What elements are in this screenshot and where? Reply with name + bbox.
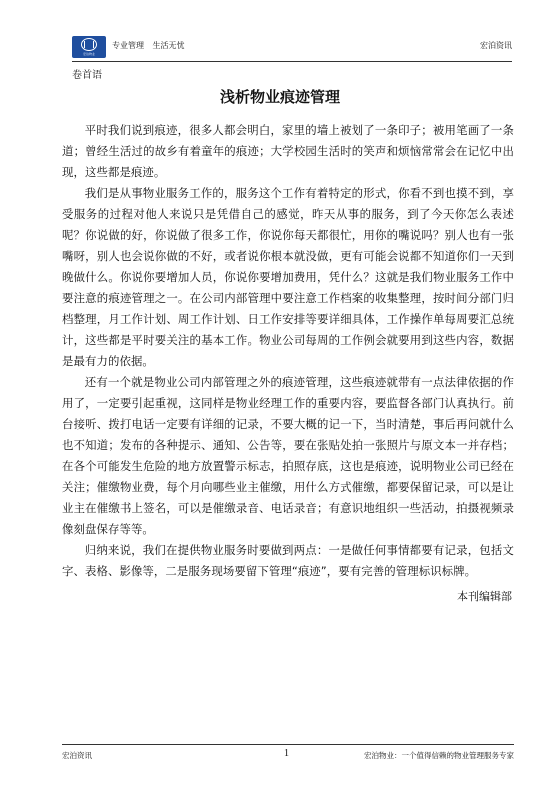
logo-mark-icon <box>84 41 94 48</box>
header-tagline <box>112 40 185 51</box>
article-title: 浅析物业痕迹管理 <box>219 88 340 106</box>
logo-text: 宏泊物业 <box>82 52 95 56</box>
paragraph: 归纳来说，我们在提供物业服务时要做到两点：一是做任何事情都要有记录，包括文字、表格、影像等，二是服务现场要留下管理“痕迹”，要有完善的管理标识标牌。 <box>62 543 514 578</box>
footer-slogan: 宏泊物业：一个值得信赖的物业管理服务专家 <box>364 751 514 760</box>
header-publication-name: 宏泊资讯 <box>480 41 512 50</box>
paragraph: 我们是从事物业服务工作的，服务这个工作有着特定的形式，你看不到也摸不到，享受服务的过程对他人来说只是凭借自己的感觉，昨天从事的服务，到了今天你怎么表述呢？你说做的好，你说做了很多工作，你说你每天都很忙，用你的嘴说吗？别人也有一张嘴呀，别人也会说你做的不好，或者说你根本就没做，更有可能会说都不知道你们一天到晚做什么。你说你要增加人员，你说你要增加费用，凭什么？这就是我们物业服务工作中要注意的痕迹管理之一。在公司内部管理中要注意工作档案的收集整理，按时间分部门归档整理，月工作计划、周工作计划、日工作安排等要详细具体，工作操作单每周要汇总统计，这些都是平时要关注的基本工作。物业公司每周的工作例会就要用到这些内容，数据是最有力的依据。 <box>62 186 514 368</box>
article-body <box>62 120 514 604</box>
footer-publication-name: 宏泊资讯 <box>62 751 92 760</box>
page-header <box>72 36 512 62</box>
article-signature: 本刊编辑部 <box>457 590 512 603</box>
page-number: 1 <box>284 748 289 759</box>
header-divider <box>72 61 512 62</box>
section-label: 卷首语 <box>72 70 102 81</box>
tagline-part: 生活无忧 <box>152 41 185 50</box>
tagline-part: 专业管理 <box>112 41 144 50</box>
paragraph: 平时我们说到痕迹，很多人都会明白，家里的墙上被划了一条印子；被用笔画了一条道；曾经生活过的故乡有着童年的痕迹；大学校园生活时的笑声和烦恼常常会在记忆中出现，这些都是痕迹。 <box>62 123 514 179</box>
company-logo <box>72 36 106 58</box>
page-footer <box>62 750 514 764</box>
footer-divider <box>62 744 514 745</box>
paragraph: 还有一个就是物业公司内部管理之外的痕迹管理，这些痕迹就带有一点法律依据的作用了，一定要引起重视，这同样是物业经理工作的重要内容，要监督各部门认真执行。前台接听、拨打电话一定要有详细的记录，不要大概的记一下，当时清楚，事后再问就什么也不知道；发布的各种提示、通知、公告等，要在张贴处拍一张照片与原文本一并存档；在各个可能发生危险的地方放置警示标志，拍照存底，这也是痕迹，说明物业公司已经在关注；催缴物业费，每个月向哪些业主催缴，用什么方式催缴，都要保留记录，可以是让业主在催缴书上签名，可以是催缴录音、电话录音；有意识地组织一些活动，拍摄视频录像刻盘保存等等。 <box>62 375 514 536</box>
